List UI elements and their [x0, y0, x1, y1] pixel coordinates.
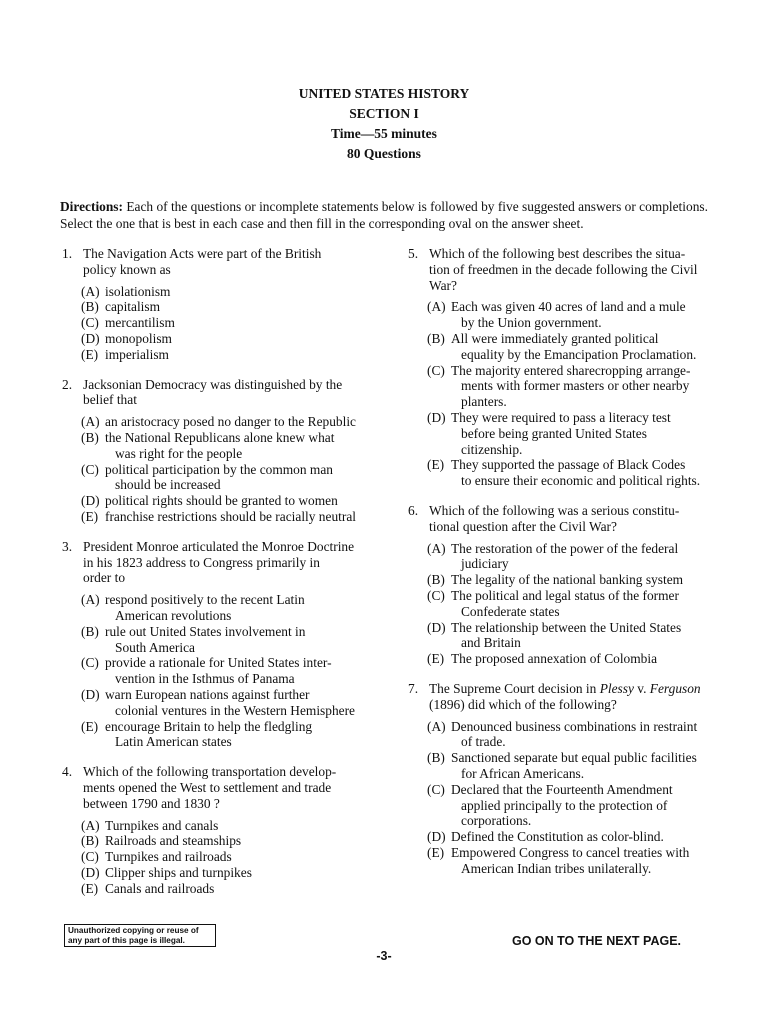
choice-text [451, 588, 728, 620]
choice-line: before being granted United States [461, 425, 647, 441]
choice-line: They supported the passage of Black Codes [451, 457, 686, 473]
answer-choice [81, 592, 382, 624]
answer-choice [81, 462, 382, 494]
stem-text: The Supreme Court decision in [429, 680, 600, 696]
answer-choice [81, 833, 382, 849]
choice-text [451, 363, 728, 410]
choice-line: political participation by the common man [105, 461, 333, 477]
choice-label: (B) [427, 330, 445, 346]
answer-choices [62, 414, 382, 525]
answer-choice [427, 363, 728, 410]
exam-header [0, 84, 768, 164]
choice-text [105, 881, 382, 897]
stem-line: Jacksonian Democracy was distinguished by the [83, 376, 343, 392]
choice-text [105, 299, 382, 315]
choice-line: The legality of the national banking system [451, 572, 684, 588]
choice-text [105, 315, 382, 331]
choice-line: American Indian tribes unilaterally. [461, 860, 652, 876]
choice-text [451, 331, 728, 363]
question-number: 7. [408, 680, 419, 696]
question-number: 6. [408, 502, 419, 518]
choice-line: isolationism [105, 283, 171, 299]
stem-line: in his 1823 address to Congress primarily in [83, 554, 320, 570]
question-stem [408, 681, 728, 713]
choice-label: (D) [427, 619, 446, 635]
choice-text [451, 782, 728, 829]
stem-line: order to [83, 570, 126, 586]
choice-line: should be increased [115, 477, 221, 493]
stem-line: ments opened the West to settlement and trade [83, 779, 332, 795]
choice-line: Empowered Congress to cancel treaties with [451, 844, 690, 860]
question-stem [62, 764, 382, 811]
choice-label: (A) [427, 540, 446, 556]
choice-label: (C) [427, 362, 445, 378]
choice-label: (A) [81, 414, 100, 430]
choice-text [451, 829, 728, 845]
choice-line: mercantilism [105, 315, 175, 331]
case-name: Ferguson [649, 680, 701, 696]
answer-choice [81, 430, 382, 462]
stem-line: Which of the following transportation develop- [83, 764, 337, 780]
answer-choice [427, 572, 728, 588]
choice-line: to ensure their economic and political rights. [461, 473, 701, 489]
stem-line [429, 681, 728, 697]
question-stem [408, 503, 728, 535]
answer-choice [427, 845, 728, 877]
question-number: 2. [62, 376, 73, 392]
question-stem [408, 246, 728, 293]
choice-line: The political and legal status of the former [451, 587, 679, 603]
answer-choice [427, 651, 728, 667]
answer-choice [81, 687, 382, 719]
choice-text [105, 624, 382, 656]
choice-label: (B) [81, 833, 99, 849]
choice-line: The relationship between the United States [451, 619, 682, 635]
question-count: 80 Questions [347, 146, 421, 161]
choice-text [451, 457, 728, 489]
choice-line: for African Americans. [461, 765, 585, 781]
choice-line: warn European nations against further [105, 686, 310, 702]
choice-label: (D) [427, 409, 446, 425]
choice-line: equality by the Emancipation Proclamation. [461, 346, 697, 362]
choice-line: The proposed annexation of Colombia [451, 651, 658, 667]
choice-label: (E) [427, 457, 445, 473]
notice-line-1: Unauthorized copying or reuse of [68, 926, 199, 935]
question-stem [62, 377, 382, 409]
choice-line: They were required to pass a literacy test [451, 409, 671, 425]
choice-line: All were immediately granted political [451, 330, 659, 346]
choice-text [105, 818, 382, 834]
question-number: 1. [62, 246, 73, 261]
choice-line: The restoration of the power of the federal [451, 540, 679, 556]
answer-choice [81, 818, 382, 834]
choice-line: rule out United States involvement in [105, 623, 306, 639]
choice-line: colonial ventures in the Western Hemisphere [115, 702, 356, 718]
choice-line: planters. [461, 394, 507, 410]
choice-line: Declared that the Fourteenth Amendment [451, 781, 673, 797]
choice-label: (B) [427, 750, 445, 766]
choice-label: (D) [427, 829, 446, 845]
choice-line: Each was given 40 acres of land and a mule [451, 299, 686, 315]
choice-label: (B) [427, 572, 445, 588]
choice-text [105, 849, 382, 865]
choice-text [105, 414, 382, 430]
choice-label: (A) [81, 283, 100, 299]
answer-choices [408, 541, 728, 667]
question-2 [62, 377, 382, 525]
answer-choice [81, 849, 382, 865]
question-number: 5. [408, 246, 419, 261]
choice-line: Confederate states [461, 603, 560, 619]
answer-choices [408, 719, 728, 877]
choice-text [451, 651, 728, 667]
answer-choice [81, 315, 382, 331]
choice-label: (C) [81, 655, 99, 671]
answer-choice [81, 331, 382, 347]
answer-choice [81, 414, 382, 430]
left-column [62, 246, 382, 910]
answer-choice [427, 750, 728, 782]
choice-label: (D) [81, 330, 100, 346]
choice-line: vention in the Isthmus of Panama [115, 671, 295, 687]
answer-choices [408, 299, 728, 489]
answer-choice [81, 493, 382, 509]
page-number: -3- [376, 949, 392, 963]
choice-line: The majority entered sharecropping arrange- [451, 362, 691, 378]
choice-line: Turnpikes and canals [105, 817, 219, 833]
choice-text [105, 833, 382, 849]
choice-label: (B) [81, 429, 99, 445]
choice-text [105, 430, 382, 462]
stem-line: War? [429, 277, 457, 293]
question-number: 3. [62, 538, 73, 554]
answer-choice [427, 410, 728, 457]
choice-text [451, 719, 728, 751]
stem-line: Which of the following was a serious constitu- [429, 502, 680, 518]
choice-label: (E) [81, 346, 99, 362]
choice-text [451, 541, 728, 573]
directions-label: Directions: [60, 199, 123, 214]
answer-choice [427, 782, 728, 829]
section-label: SECTION I [349, 106, 419, 121]
notice-line-2: any part of this page is illegal. [68, 935, 185, 945]
stem-line: policy known as [83, 261, 171, 277]
stem-line: between 1790 and 1830 ? [83, 795, 220, 811]
question-stem [62, 246, 382, 278]
question-4 [62, 764, 382, 896]
go-on-instruction: GO ON TO THE NEXT PAGE. [512, 934, 682, 948]
directions-text: Each of the questions or incomplete statements below is followed by five suggested answers or completions. Select the one that is best in each case and then fill in the corresponding oval on the answer sheet. [60, 199, 708, 231]
choice-text [105, 719, 382, 751]
answer-choice [81, 719, 382, 751]
choice-line: Defined the Constitution as color-blind. [451, 829, 664, 845]
answer-choice [427, 541, 728, 573]
exam-title: UNITED STATES HISTORY [298, 86, 470, 101]
choice-line: Railroads and steamships [105, 833, 242, 849]
answer-choice [427, 457, 728, 489]
choice-line: capitalism [105, 299, 161, 315]
stem-text: v. [633, 680, 650, 696]
choice-line: political rights should be granted to women [105, 493, 338, 509]
choice-line: provide a rationale for United States inter- [105, 655, 332, 671]
choice-text [105, 865, 382, 881]
copyright-notice [64, 924, 216, 947]
case-name: Plessy [599, 680, 634, 696]
choice-label: (D) [81, 864, 100, 880]
choice-label: (A) [81, 592, 100, 608]
choice-text [451, 299, 728, 331]
choice-line: American revolutions [115, 607, 232, 623]
choice-line: Turnpikes and railroads [105, 849, 232, 865]
stem-line: President Monroe articulated the Monroe Doctrine [83, 538, 355, 554]
answer-choice [81, 347, 382, 363]
question-6 [408, 503, 728, 667]
answer-choice [81, 624, 382, 656]
choice-line: Canals and railroads [105, 880, 215, 896]
answer-choice [81, 509, 382, 525]
choice-text [451, 572, 728, 588]
question-5 [408, 246, 728, 489]
choice-text [105, 592, 382, 624]
answer-choices [62, 284, 382, 363]
choice-label: (C) [81, 315, 99, 331]
stem-line: The Navigation Acts were part of the British [83, 246, 322, 261]
choice-label: (A) [427, 299, 446, 315]
answer-choices [62, 592, 382, 750]
choice-line: Denounced business combinations in restraint [451, 718, 698, 734]
choice-text [105, 655, 382, 687]
choice-text [105, 687, 382, 719]
choice-line: Clipper ships and turnpikes [105, 864, 252, 880]
directions [60, 198, 720, 232]
answer-choice [81, 284, 382, 300]
choice-text [105, 331, 382, 347]
choice-line: Latin American states [115, 734, 232, 750]
choice-line: citizenship. [461, 441, 523, 457]
answer-choice [81, 299, 382, 315]
question-3 [62, 539, 382, 750]
question-7 [408, 681, 728, 877]
choice-line: of trade. [461, 734, 506, 750]
question-1 [62, 246, 382, 363]
question-stem [62, 539, 382, 586]
choice-text [105, 284, 382, 300]
choice-line: the National Republicans alone knew what [105, 429, 335, 445]
choice-text [105, 509, 382, 525]
choice-label: (A) [427, 718, 446, 734]
choice-label: (E) [81, 508, 99, 524]
answer-choice [81, 881, 382, 897]
choice-text [451, 620, 728, 652]
question-number: 4. [62, 764, 73, 780]
choice-line: an aristocracy posed no danger to the Republic [105, 414, 356, 430]
answer-choice [81, 655, 382, 687]
answer-choice [427, 620, 728, 652]
choice-label: (D) [81, 686, 100, 702]
answer-choice [427, 331, 728, 363]
choice-text [451, 750, 728, 782]
choice-line: and Britain [461, 635, 521, 651]
choice-label: (C) [81, 849, 99, 865]
choice-text [451, 845, 728, 877]
choice-line: franchise restrictions should be racially neutral [105, 508, 356, 524]
choice-label: (B) [81, 623, 99, 639]
answer-choice [427, 299, 728, 331]
stem-line: tion of freedmen in the decade following the Civil [429, 261, 698, 277]
answer-choice [81, 865, 382, 881]
choice-line: judiciary [461, 556, 509, 572]
choice-label: (A) [81, 817, 100, 833]
choice-label: (E) [81, 880, 99, 896]
right-column [408, 246, 728, 890]
choice-text [105, 462, 382, 494]
answer-choice [427, 588, 728, 620]
choice-line: South America [115, 639, 195, 655]
answer-choice [427, 719, 728, 751]
choice-line: applied principally to the protection of [461, 797, 668, 813]
choice-line: corporations. [461, 813, 532, 829]
answer-choice [427, 829, 728, 845]
choice-label: (E) [427, 844, 445, 860]
stem-line: (1896) did which of the following? [429, 696, 617, 712]
choice-text [105, 347, 382, 363]
choice-line: ments with former masters or other nearby [461, 378, 690, 394]
choice-label: (C) [427, 587, 445, 603]
stem-line: belief that [83, 392, 137, 408]
choice-line: respond positively to the recent Latin [105, 592, 305, 608]
choice-line: Sanctioned separate but equal public facilities [451, 750, 697, 766]
time-limit: Time—55 minutes [331, 126, 437, 141]
choice-label: (E) [427, 651, 445, 667]
choice-line: was right for the people [115, 445, 243, 461]
choice-text [451, 410, 728, 457]
choice-line: imperialism [105, 346, 169, 362]
choice-line: encourage Britain to help the fledgling [105, 718, 313, 734]
choice-text [105, 493, 382, 509]
choice-label: (C) [427, 781, 445, 797]
stem-line: tional question after the Civil War? [429, 518, 617, 534]
stem-line: Which of the following best describes the situa- [429, 246, 686, 261]
choice-line: by the Union government. [461, 315, 602, 331]
choice-line: monopolism [105, 330, 172, 346]
choice-label: (E) [81, 718, 99, 734]
answer-choices [62, 818, 382, 897]
choice-label: (B) [81, 299, 99, 315]
choice-label: (C) [81, 461, 99, 477]
choice-label: (D) [81, 493, 100, 509]
